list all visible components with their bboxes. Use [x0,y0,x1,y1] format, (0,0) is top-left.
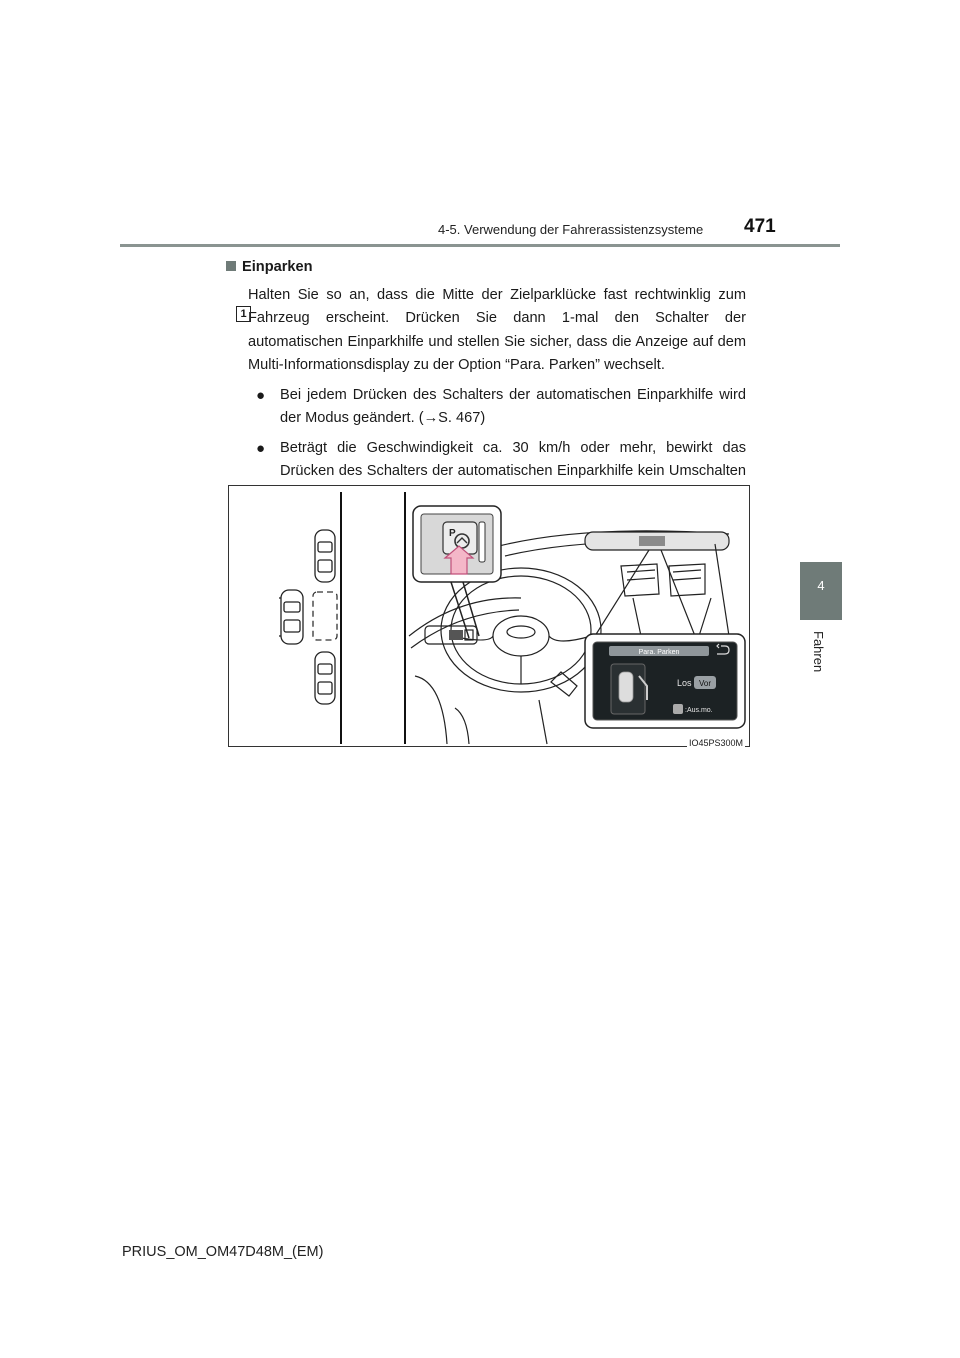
bullet-text: Beträgt die Geschwindigkeit ca. 30 km/h oder mehr, bewirkt das Drücken des Schalters der automatischen Einparkhilfe kein Umschalten [280,439,746,479]
switch-symbol-label: P [449,528,456,539]
step-number-box: 1 [236,306,251,322]
parked-car-front-icon [315,530,335,582]
display-leader-line [661,550,695,636]
switch-hint-text: :Aus.mo. [685,707,713,714]
target-space-icon [313,592,337,640]
display-leader-line [595,550,649,636]
chapter-number: 4 [817,578,825,593]
display-car-icon [619,672,633,702]
bullet-dot-icon: ● [256,439,266,457]
own-car-icon [279,590,303,644]
section-title: Einparken [242,259,313,275]
illustration-code: IO45PS300M [688,738,743,748]
parked-car-rear-icon [315,652,335,704]
los-label: Los [677,678,692,688]
page-number: 471 [744,216,776,237]
footer-doc-id: PRIUS_OM_OM47D48M_(EM) [122,1244,324,1260]
section-einparken [226,256,746,507]
bullet-dot-icon: ● [256,386,266,404]
step-1 [226,284,746,378]
chapter-label: Fahren [811,631,826,673]
illustration-parking [228,485,750,747]
section-heading [226,256,746,280]
display-title: Para. Parken [638,649,680,656]
chapter-tab [800,562,842,620]
illustration-drawing [229,486,749,746]
vor-label: Vor [698,679,712,688]
step-text: Halten Sie so an, dass die Mitte der Zielparklücke fast rechtwinklig zum Fahrzeug erscheint. Drücken Sie dann 1-mal den Schalter der automatischen Einparkhilfe und stellen Sie sicher, dass die Anzeige auf dem Multi-Informationsdisplay zu der Option “Para. Parken” wechselt. [248,286,746,373]
bullet-text: Bei jedem Drücken des Schalters der automatischen Einparkhilfe wird der Modus geändert. (→S. 467) [280,386,746,426]
header-section-title: 4-5. Verwendung der Fahrerassistenzsysteme [438,222,704,237]
square-bullet-icon [226,261,236,271]
chapter-label-tab [800,621,842,753]
header-rule [120,244,840,247]
switch-hint-icon [673,704,683,714]
bullet-item [226,384,746,431]
